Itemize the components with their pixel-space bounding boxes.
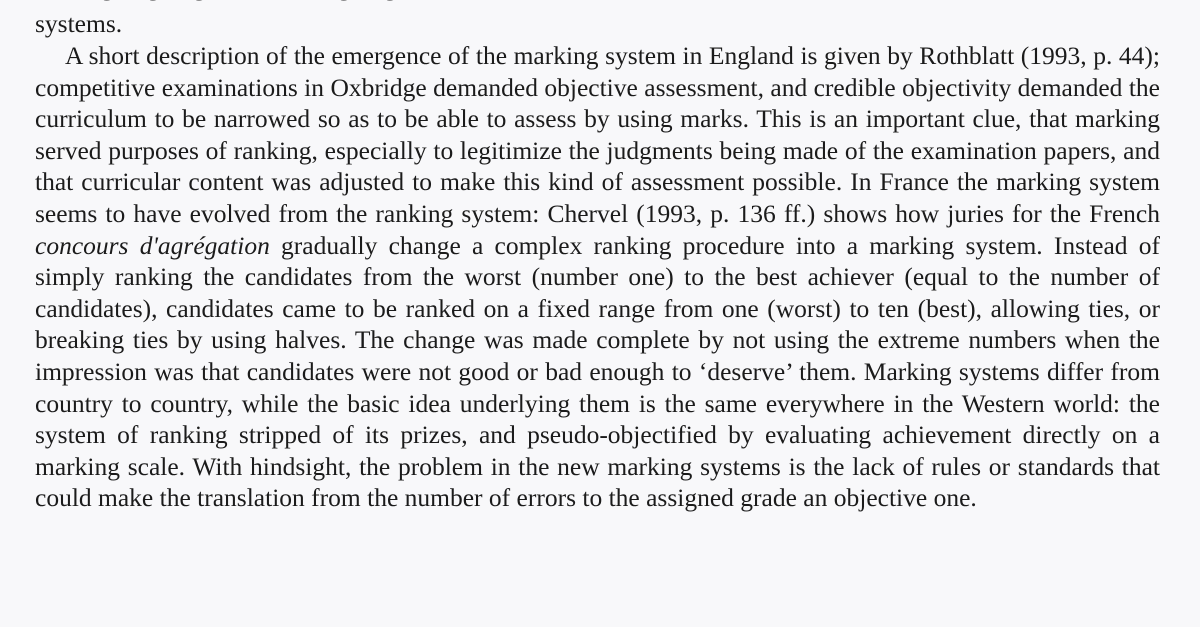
paragraph-italic-term: concours d'agrégation xyxy=(35,230,270,260)
paragraph-part-1: A short description of the emergence of the marking system in England is given by Rothblatt (1993, p. 44); competitive examinations in Oxbridge demanded objective assessment, and credible objectivity demanded the curriculum to be narrowed so as to be able to assess by using marks. This is an important clue, that marking served purposes of ranking, especially to legitimize the judgments being made of the examination papers, and that curricular content was adjusted to make this kind of assessment possible. In France the marking system seems to have evolved from the ranking system: Chervel (1993, p. 136 ff.) shows how juries for the French xyxy=(35,41,1160,228)
lead-text: systems. xyxy=(35,9,123,38)
clipped-line-text xyxy=(35,0,1160,3)
paragraph-part-2: gradually change a complex ranking procedure into a marking system. Instead of simply ranking the candidates from the worst (number one) to the best achiever (equal to the number of candidates), candidates came to be ranked on a fixed range from one (worst) to ten (best), allowing ties, or breaking ties by using halves. The change was made complete by not using the extreme numbers when the impression was that candidates were not good or bad enough to ‘deserve’ them. Marking systems differ from country to country, while the basic idea underlying them is the same everywhere in the Western world: the system of ranking stripped of its prizes, and pseudo-objectified by evaluating achievement directly on a marking scale. With hindsight, the problem in the new marking systems is the lack of rules or standards that could make the translation from the number of errors to the assigned grade an objective one. xyxy=(35,230,1160,513)
body-paragraph xyxy=(35,40,1160,514)
clipped-previous-line xyxy=(35,0,1160,5)
